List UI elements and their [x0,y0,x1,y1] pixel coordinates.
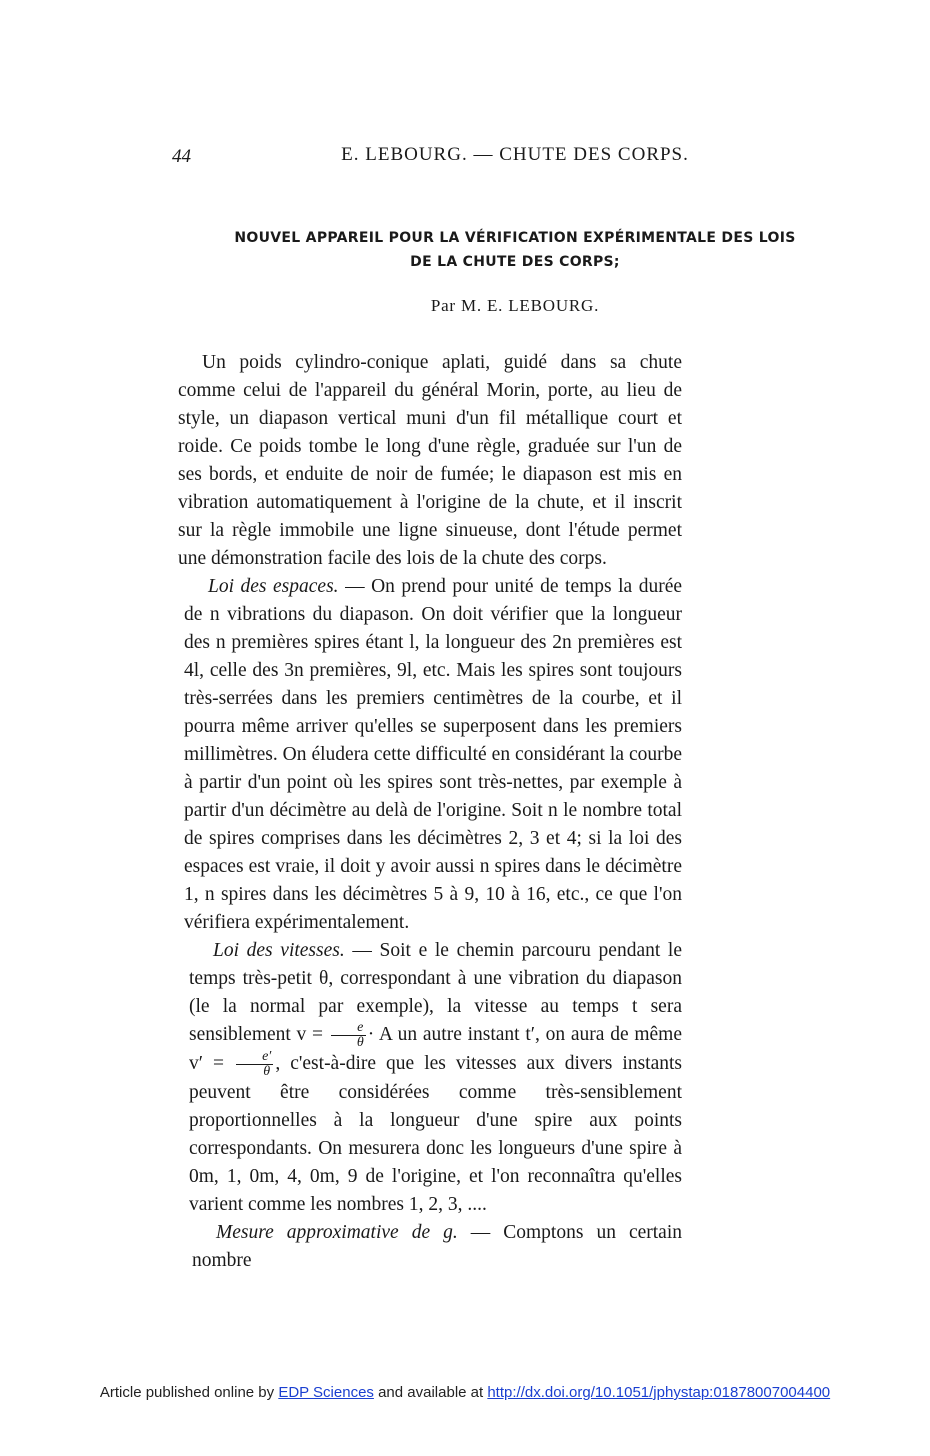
fraction-numerator: e [331,1021,366,1036]
running-head: E. LEBOURG. — CHUTE DES CORPS. [341,144,689,165]
footer-middle: and available at [373,1384,488,1401]
paragraph-loi-des-vitesses-text-b: · A un autre instant t′, on aura de même v′ = [189,1024,682,1075]
paragraph-loi-des-vitesses [189,937,682,1219]
section-heading-loi-des-espaces: Loi des espaces. [208,576,339,597]
paragraph-introduction: Un poids cylindro-conique aplati, guidé dans sa chute comme celui de l'appareil du général Morin, porte, au lieu de style, un diapason vertical muni d'un fil métallique court et roide. Ce poids tombe le long d'une règle, graduée sur l'un de ses bords, et enduite de noir de fumée; le diapason est mis en vibration automatiquement à l'origine de la chute, et il inscrit sur la règle immobile une ligne sinueuse, dont l'étude permet une démonstration facile des lois de la chute des corps. [178,352,682,569]
article-title [190,226,840,274]
article-title-line-1: NOUVEL APPAREIL POUR LA VÉRIFICATION EXPÉRIMENTALE DES LOIS [234,230,796,246]
paragraph-mesure-de-g [192,1219,682,1275]
fraction-numerator: e′ [236,1050,273,1065]
paragraph-mesure-de-g-text: — Comptons un certain nombre [192,1222,682,1272]
section-heading-loi-des-vitesses: Loi des vitesses. [213,940,345,961]
publication-footer [0,1384,930,1401]
fraction-denominator: θ [356,1035,364,1051]
doi-link[interactable]: http://dx.doi.org/10.1051/jphystap:01878007004400 [487,1384,831,1401]
fraction-e-over-theta [331,1021,366,1050]
edp-sciences-link[interactable]: EDP Sciences [278,1384,374,1401]
article-title-line-2: DE LA CHUTE DES CORPS; [410,254,620,270]
paragraph-loi-des-espaces-text: — On prend pour unité de temps la durée de n vibrations du diapason. On doit vérifier que la longueur des n premières spires étant l, la longueur des 2n premières est 4l, celle des 3n premières, 9l, etc. Mais les spires sont toujours très-serrées dans les premiers centimètres de la courbe, et il pourra même arriver qu'elles se superposent dans les premiers millimètres. On éludera cette difficulté en considérant la courbe à partir d'un point où les spires sont très-nettes, par exemple à partir d'un décimètre au delà de l'origine. Soit n le nombre total de spires comprises dans les décimètres 2, 3 et 4; si la loi des espaces est vraie, il doit y avoir aussi n spires dans le décimètre 1, n spires dans les décimètres 5 à 9, 10 à 16, etc., ce que l'on vérifiera expérimentalement. [184,576,683,933]
page-number: 44 [172,146,191,167]
section-heading-mesure-de-g: Mesure approximative de g. [216,1222,458,1244]
article-body [0,349,682,1275]
fraction-e-prime-over-theta [236,1050,273,1079]
footer-prefix: Article published online by [99,1384,279,1401]
fraction-denominator: θ [263,1064,271,1080]
paragraph-loi-des-vitesses-text-a: — Soit e le chemin parcouru pendant le temps très-petit θ, correspondant à une vibration du diapason (le la normal par exemple), la vitesse au temps t sera sensiblement v = [189,940,682,1045]
paragraph-loi-des-espaces [184,573,682,937]
author-byline: Par M. E. LEBOURG. [430,296,600,315]
paragraph-loi-des-vitesses-text-c: , c'est-à-dire que les vitesses aux divers instants peuvent être considérées comme très-sensiblement proportionnelles à la longueur d'une spire aux points correspondants. On mesurera donc les longueurs d'une spire à 0m, 1, 0m, 4, 0m, 9 de l'origine, et l'on reconnaîtra qu'elles varient comme les nombres 1, 2, 3, .... [189,1053,683,1216]
